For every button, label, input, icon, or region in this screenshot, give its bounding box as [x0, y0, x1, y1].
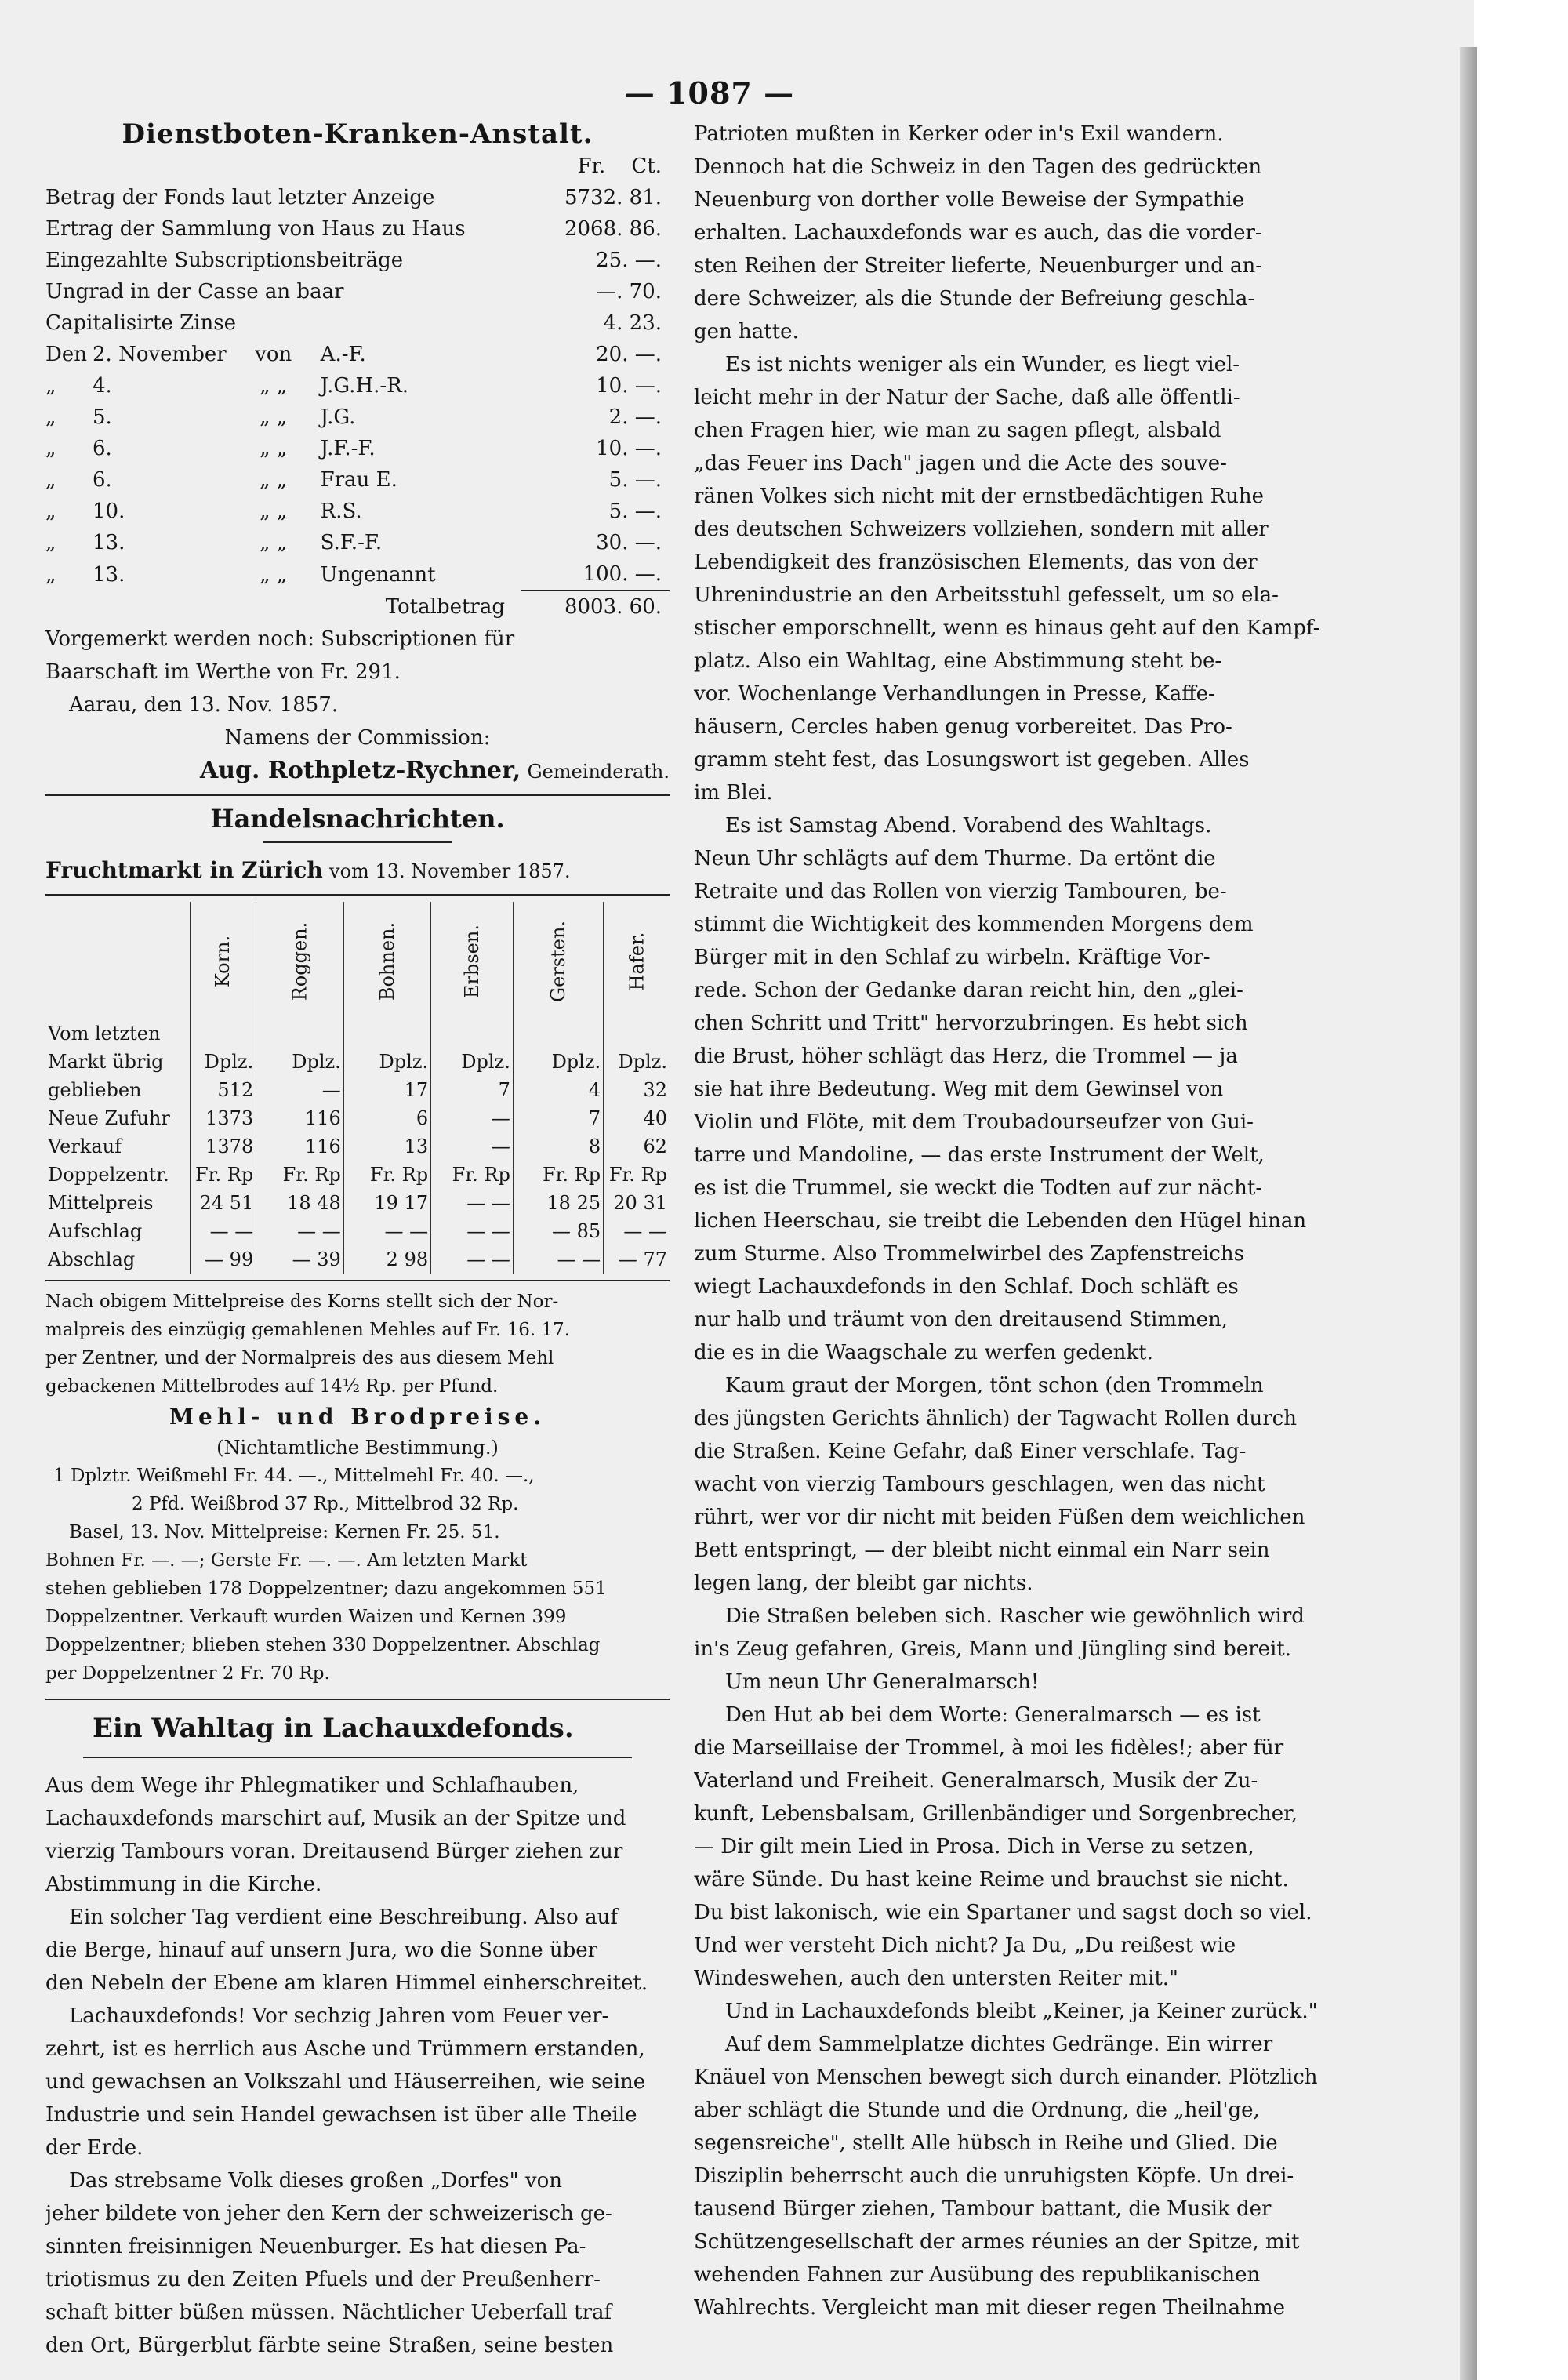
left-column — [45, 118, 670, 2362]
donation-row: Den 2. November von A.-F. 20. —. — [45, 343, 662, 366]
fonds-note-1: Vorgemerkt werden noch: Subscriptionen für — [45, 627, 515, 651]
market-row: Neue Zufuhr 1373 116 6 — 7 40 — [45, 1104, 670, 1132]
market-row: Markt übrig Dplz. Dplz. Dplz. Dplz. Dplz. Dplz. — [45, 1048, 670, 1076]
donation-row: „ 4. „ „ J.G.H.-R. 10. —. — [45, 374, 662, 398]
commission-label: Namens der Commission: — [224, 726, 491, 750]
market-heading-place: Fruchtmarkt in Zürich — [45, 857, 323, 883]
page-number: — 1087 — — [624, 75, 795, 111]
article-title: Ein Wahltag in Lachauxdefonds. — [93, 1713, 574, 1744]
page-edge-shadow — [1460, 47, 1477, 2380]
currency-fr: Fr. — [577, 154, 606, 178]
normalpreis-line: per Zentner, und der Normalpreis des aus diesem Mehl — [45, 1348, 554, 1368]
fonds-table — [45, 151, 670, 623]
article-paragraph: Kaum graut der Morgen, tönt schon (den Trommeln des jüngsten Gerichts ähnlich) der Tagwacht Rollen durch die Straßen. Keine Gefahr, daß Einer verschlafe. Tag- wacht von vierzig Tambours geschlagen, wen das nicht rührt, wer vor dir nicht mit beiden Füßen dem weichlichen Bett entspringt, — der bleibt nicht einmal ein Narr sein legen lang, der bleibt gar nichts. — [694, 1374, 1305, 1595]
signature — [45, 754, 670, 788]
donation-row: „ 6. „ „ Frau E. 5. —. — [45, 468, 662, 492]
column-header: Erbsen. — [460, 924, 483, 998]
bread-line: 1 Dplztr. Weißmehl Fr. 44. —., Mittelmehl Fr. 40. —., — [53, 1466, 535, 1486]
article-paragraph: Die Straßen beleben sich. Rascher wie gewöhnlich wird in's Zeug gefahren, Greis, Mann und Jüngling sind bereit. Um neun Uhr Generalmarsch! — [694, 1604, 1305, 1694]
donation-row: „ 5. „ „ J.G. 2. —. — [45, 405, 662, 429]
total-row — [45, 590, 670, 623]
basel-line: Doppelzentner; blieben stehen 330 Doppelzentner. Abschlag — [45, 1635, 601, 1655]
article-paragraph: Auf dem Sammelplatze dichtes Gedränge. Ein wirrer Knäuel von Menschen bewegt sich durch einander. Plötzlich aber schlägt die Stunde und die Ordnung, die „heil'ge, segensreiche", stellt Alle hübsch in Reihe und Glied. Die Disziplin beherrscht auch die unruhigsten Köpfe. Un drei- tausend Bürger ziehen, Tambour battant, die Musik der Schützengesellschaft der armes réunies an der Spitze, mit wehenden Fahnen zur Ausübung des republikanischen Wahlrechts. Vergleicht man mit dieser regen Theilnahme — [694, 2033, 1318, 2320]
column-header: Roggen. — [289, 921, 311, 1001]
basel-line: stehen geblieben 178 Doppelzentner; dazu angekommen 551 — [45, 1579, 607, 1599]
bread-title: Mehl- und Brodpreise. — [169, 1404, 546, 1430]
fonds-note-2: Baarschaft im Werthe von Fr. 291. — [45, 660, 401, 684]
column-header: Hafer. — [626, 932, 648, 990]
handel-title: Handelsnachrichten. — [210, 804, 505, 834]
column-header: Bohnen. — [376, 921, 398, 1001]
normalpreis-line: gebackenen Mittelbrodes auf 14½ Rp. per Pfund. — [45, 1376, 499, 1397]
column-header: Korn. — [212, 935, 234, 987]
donation-row: „ 13. „ „ S.F.-F. 30. —. — [45, 531, 662, 554]
article-body-left: Aus dem Wege ihr Phlegmatiker und Schlafhauben, Lachauxdefonds marschirt auf, Musik an der Spitze und vierzig Tambours voran. Dreitausend Bürger ziehen zur Abstimmung in die Kirche. Ein solcher Tag verdient eine Beschreibung. Also auf die Berge, hinauf auf unsern Jura, wo die Sonne über den Nebeln der Ebene am klaren Himmel einherschreitet. Lachauxdefonds! Vor sechzig Jahren vom Feuer ver- zehrt, ist es herrlich aus Asche und Trümmern erstanden, und gewachsen an Volkszahl und Häuserreihen, wie seine Industrie und sein Handel gewachsen ist über alle Theile der Erde. Das strebsame Volk dieses großen „Dorfes" von jeher bildete von jeher den Kern der schweizerisch ge- sinnten freisinnigen Neuenburger. Es hat diesen Pa- triotismus zu den Zeiten Pfuels und der Preußenherr- schaft bitter büßen müssen. Nächtlicher Ueberfall traf den Ort, Bürgerblut färbte seine Straßen, seine besten — [45, 1774, 648, 2357]
market-row: Aufschlag — — — — — — — — — 85 — — — [45, 1217, 670, 1245]
article-paragraph: Es ist Samstag Abend. Vorabend des Wahltags. Neun Uhr schlägts auf dem Thurme. Da ertönt die Retraite und das Rollen von vierzig Tambouren, be- stimmt die Wichtigkeit des kommenden Morgens dem Bürger mit in den Schlaf zu wirbeln. Kräftige Vor- rede. Schon der Gedanke daran reicht hin, den „glei- chen Schritt und Tritt" hervorzubringen. Es hebt sich die Brust, höher schlägt das Herz, die Trommel — ja sie hat ihre Bedeutung. Weg mit dem Gewinsel von Violin und Flöte, mit dem Troubadourseufzer von Gui- tarre und Mandoline, — das erste Instrument der Welt, es ist die Trummel, sie weckt die Todten auf zur nächt- lichen Heerschau, sie treibt die Lebenden den Hügel hinan zum Sturme. Also Trommelwirbel des Zapfenstreichs wiegt Lachauxdefonds in den Schlaf. Doch schläft es nur halb und träumt von den dreitausend Stimmen, die es in die Waagschale zu werfen gedenkt. — [694, 814, 1307, 1364]
fonds-line: Betrag der Fonds laut letzter Anzeige 5732. 81. — [45, 186, 662, 209]
section-divider — [45, 1699, 670, 1700]
basel-line: per Doppelzentner 2 Fr. 70 Rp. — [45, 1663, 330, 1684]
market-heading — [45, 854, 670, 888]
basel-line: Basel, 13. Nov. Mittelpreise: Kernen Fr. 25. 51. — [69, 1522, 500, 1542]
table-top-rule — [45, 894, 670, 896]
market-row: Doppelzentr. Fr. Rp Fr. Rp Fr. Rp Fr. Rp Fr. Rp Fr. Rp — [45, 1161, 670, 1189]
market-row: Verkauf 1378 116 13 — 8 62 — [45, 1132, 670, 1161]
place-date: Aarau, den 13. Nov. 1857. — [69, 693, 339, 717]
article-paragraph: Es ist nichts weniger als ein Wunder, es liegt viel- leicht mehr in der Natur der Sache, daß alle öffentli- chen Fragen hier, wie man zu sagen pflegt, alsbald „das Feuer ins Dach" jagen und die Acte des souve- ränen Volkes sich nicht mit der ernstbedächtigen Ruhe des deutschen Schweizers vollziehen, sondern mit aller Lebendigkeit des französischen Elements, das von der Uhrenindustrie an den Arbeitsstuhl gefesselt, um so ela- stischer emporschnellt, wenn es hinaus geht auf den Kampf- platz. Also ein Wahltag, eine Abstimmung steht be- vor. Wochenlange Verhandlungen in Presse, Kaffe- häusern, Cercles haben genug vorbereitet. Das Pro- gramm steht fest, das Losungswort ist gegeben. Alles im Blei. — [694, 353, 1320, 805]
market-header-row — [45, 902, 670, 1019]
normalpreis-line: malpreis des einzügig gemahlenen Mehles auf Fr. 16. 17. — [45, 1320, 571, 1340]
fonds-line: Ungrad in der Casse an baar —. 70. — [45, 280, 662, 303]
market-body — [45, 1019, 670, 1274]
fonds-line: Eingezahlte Subscriptionsbeiträge 25. —. — [45, 249, 662, 272]
market-heading-date: vom 13. November 1857. — [329, 860, 571, 882]
column-header: Gersten. — [546, 920, 569, 1002]
fonds-currency-header — [45, 151, 670, 182]
market-row: Abschlag — 99 — 39 2 98 — — — — — 77 — [45, 1245, 670, 1274]
total-amount: 8003. 60. — [521, 590, 670, 623]
market-row: Vom letzten — [45, 1019, 670, 1048]
article-paragraph: Patrioten mußten in Kerker oder in's Exil wandern. Dennoch hat die Schweiz in den Tagen des gedrückten Neuenburg von dorther volle Beweise der Sympathie erhalten. Lachauxdefonds war es auch, das die vorder- sten Reihen der Streiter lieferte, Neuenburger und an- dere Schweizer, als die Stunde der Befreiung geschla- gen hatte. — [694, 122, 1263, 343]
donation-row: „ 10. „ „ R.S. 5. —. — [45, 500, 662, 523]
basel-line: Doppelzentner. Verkauft wurden Waizen und Kernen 399 — [45, 1607, 567, 1627]
table-bottom-rule — [45, 1280, 670, 1281]
signature-role: Gemeinderath. — [527, 761, 670, 783]
fonds-title: Dienstboten-Kranken-Anstalt. — [122, 118, 593, 150]
bread-subtitle: (Nichtamtliche Bestimmung.) — [216, 1437, 499, 1459]
title-underline — [263, 841, 452, 843]
fonds-line: Ertrag der Sammlung von Haus zu Haus 2068. 86. — [45, 217, 662, 241]
total-label: Totalbetrag — [385, 594, 505, 619]
market-row: geblieben 512 — 17 7 4 32 — [45, 1076, 670, 1104]
donation-row: „ 13. „ „ Ungenannt 100. —. — [45, 562, 662, 587]
signature-name: Aug. Rothpletz-Rychner, — [199, 757, 521, 784]
article-paragraph: Den Hut ab bei dem Worte: Generalmarsch — es ist die Marseillaise der Trommel, à moi les fidèles!; aber für Vaterland und Freiheit. Generalmarsch, Musik der Zu- kunft, Lebensbalsam, Grillenbändiger und Sorgenbrecher, — Dir gilt mein Lied in Prosa. Dich in Verse zu setzen, wäre Sünde. Du hast keine Reime und brauchst sie nicht. Du bist lakonisch, wie ein Spartaner und sagst doch so viel. Und wer versteht Dich nicht? Ja Du, „Du reißest wie Windeswehen, auch den untersten Reiter mit." Und in Lachauxdefonds bleibt „Keiner, ja Keiner zurück." — [694, 1703, 1318, 2023]
section-divider — [45, 794, 670, 796]
title-underline — [83, 1757, 632, 1758]
basel-line: Bohnen Fr. —. —; Gerste Fr. —. —. Am letzten Markt — [45, 1550, 528, 1571]
bread-line: 2 Pfd. Weißbrod 37 Rp., Mittelbrod 32 Rp. — [132, 1494, 519, 1514]
donation-row: „ 6. „ „ J.F.-F. 10. —. — [45, 437, 662, 460]
normalpreis-line: Nach obigem Mittelpreise des Korns stellt sich der Nor- — [45, 1292, 559, 1312]
fonds-line: Capitalisirte Zinse 4. 23. — [45, 311, 662, 335]
market-row: Mittelpreis 24 51 18 48 19 17 — — 18 25 20 31 — [45, 1189, 670, 1217]
currency-ct: Ct. — [631, 154, 662, 178]
right-column — [694, 118, 1356, 2324]
market-table — [45, 902, 670, 1274]
